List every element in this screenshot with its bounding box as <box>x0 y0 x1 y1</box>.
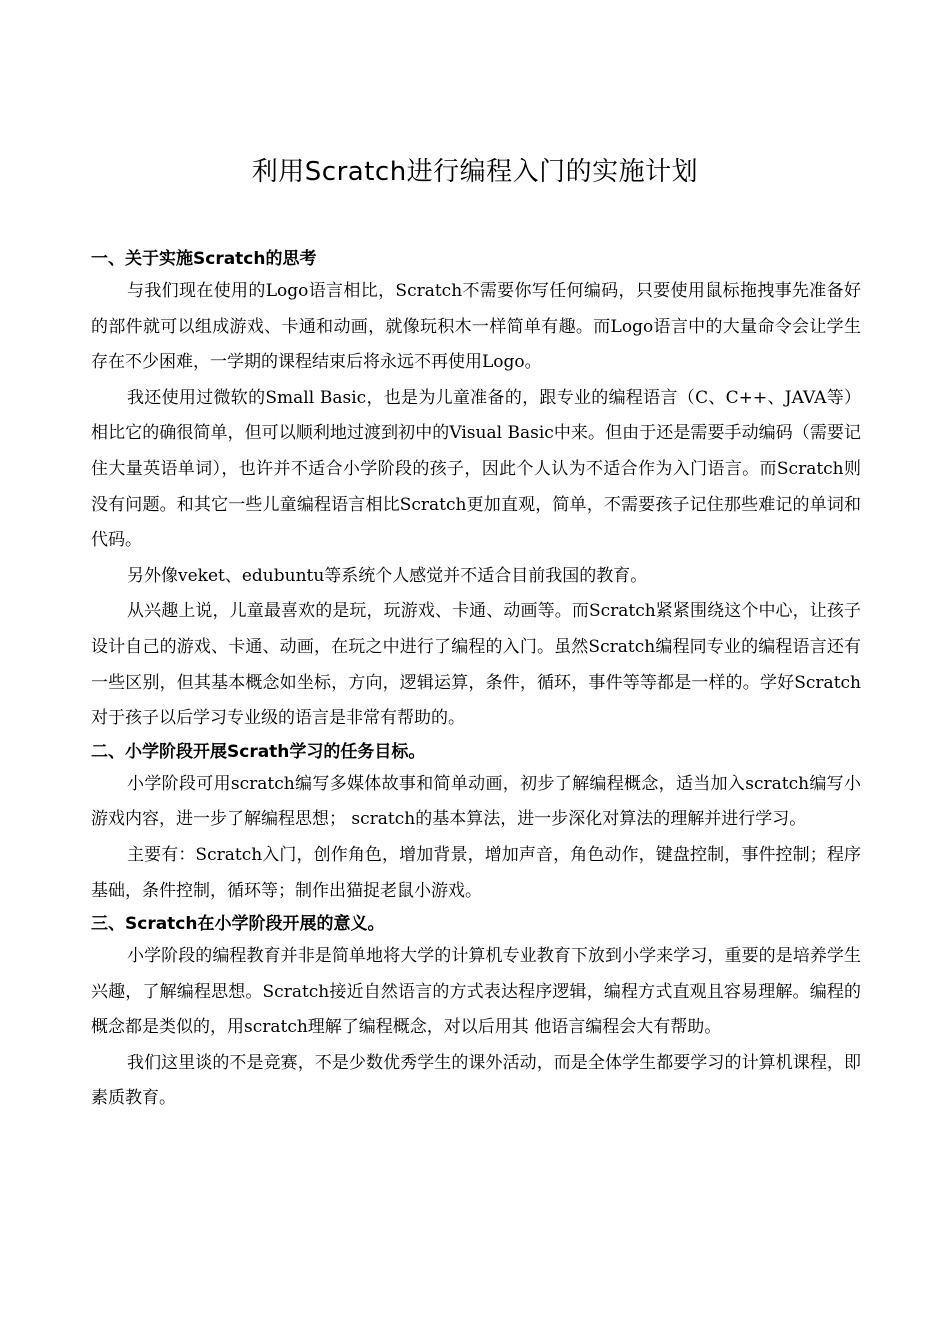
section-heading: 一、关于实施Scratch的思考 <box>91 249 317 269</box>
section-significance <box>91 909 861 1117</box>
paragraph: 主要有：Scratch入门，创作角色，增加背景，增加声音，角色动作，键盘控制，事件控制；程序基础，条件控制，循环等；制作出猫捉老鼠小游戏。 <box>91 844 861 901</box>
paragraph: 小学阶段的编程教育并非是简单地将大学的计算机专业教育下放到小学来学习，重要的是培养学生兴趣，了解编程思想。Scratch接近自然语言的方式表达程序逻辑，编程方式直观且容易理解。编程的概念都是类似的，用scratch理解了编程概念，对以后用其 他语言编程会大有帮助。 <box>91 946 861 1038</box>
paragraph: 我们这里谈的不是竞赛，不是少数优秀学生的课外活动，而是全体学生都要学习的计算机课程，即素质教育。 <box>91 1052 861 1109</box>
paragraph: 从兴趣上说，儿童最喜欢的是玩，玩游戏、卡通、动画等。而Scratch紧紧围绕这个中心，让孩子设计自己的游戏、卡通、动画，在玩之中进行了编程的入门。虽然Scratch编程同专业的编程语言还有一些区别，但其基本概念如坐标，方向，逻辑运算，条件，循环，事件等等都是一样的。学好Scratch对于孩子以后学习专业级的语言是非常有帮助的。 <box>91 601 861 729</box>
paragraph: 小学阶段可用scratch编写多媒体故事和简单动画，初步了解编程概念，适当加入scratch编写小游戏内容，进一步了解编程思想； scratch的基本算法，进一步深化对算法的理解并进行学习。 <box>91 773 861 830</box>
section-heading: 二、小学阶段开展Scrath学习的任务目标。 <box>91 741 426 762</box>
section-goals <box>91 737 861 909</box>
document-body <box>91 244 861 1117</box>
document-title: 利用Scratch进行编程入门的实施计划 <box>251 157 699 187</box>
section-heading: 三、Scratch在小学阶段开展的意义。 <box>91 914 385 935</box>
section-thinking <box>91 244 861 737</box>
paragraph: 另外像veket、edubuntu等系统个人感觉并不适合目前我国的教育。 <box>127 565 648 586</box>
paragraph: 我还使用过微软的Small Basic，也是为儿童准备的，跟专业的编程语言（C、C++、JAVA等）相比它的确很简单，但可以顺利地过渡到初中的Visual Basic中来。但由于还是需要手动编码（需要记住大量英语单词），也许并不适合小学阶段的孩子，因此个人认为不适合作为入门语言。而Scratch则没有问题。和其它一些儿童编程语言相比Scratch更加直观，简单，不需要孩子记住那些难记的单词和代码。 <box>91 387 861 551</box>
paragraph: 与我们现在使用的Logo语言相比，Scratch不需要你写任何编码，只要使用鼠标拖拽事先准备好的部件就可以组成游戏、卡通和动画，就像玩积木一样简单有趣。而Logo语言中的大量命令会让学生存在不少困难，一学期的课程结束后将永远不再使用Logo。 <box>91 281 861 373</box>
